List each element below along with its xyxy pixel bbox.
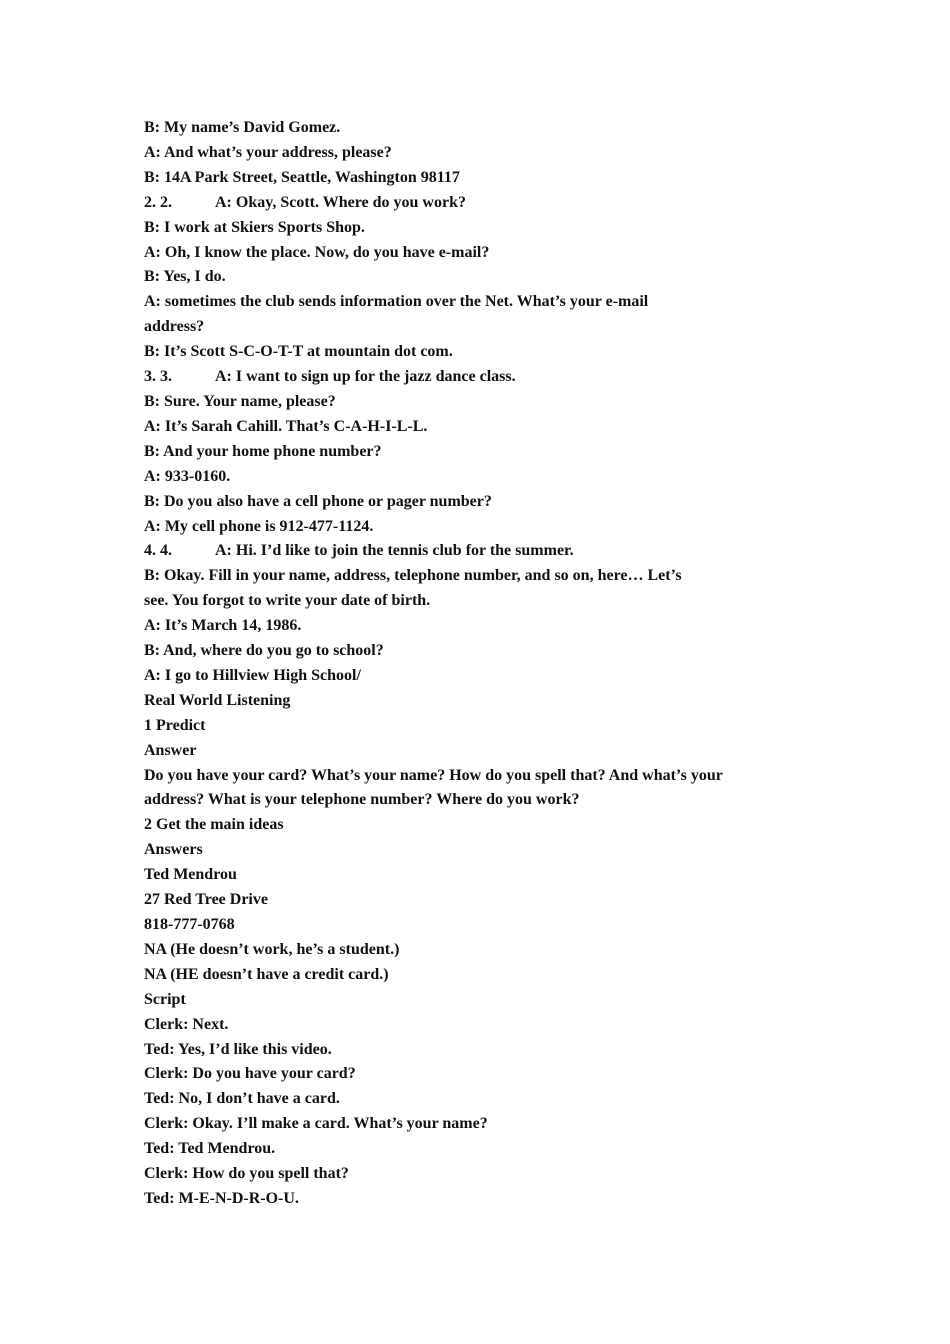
line-text: A: sometimes the club sends information over the Net. What’s your e-mail (144, 293, 649, 311)
text-line (144, 390, 784, 415)
text-line (144, 838, 784, 863)
line-text: Real World Listening (144, 691, 291, 709)
line-text: Clerk: Okay. I’ll make a card. What’s your name? (144, 1115, 488, 1133)
transcript-text (144, 116, 784, 1212)
text-line (144, 1087, 784, 1112)
text-line (144, 1162, 784, 1187)
line-text: B: I work at Skiers Sports Shop. (144, 218, 365, 236)
line-text: Ted: Yes, I’d like this video. (144, 1040, 332, 1058)
line-text: Answers (144, 841, 203, 859)
line-text: Ted: M-E-N-D-R-O-U. (144, 1189, 299, 1207)
item-number: 3. 3. (144, 368, 172, 386)
line-text: Clerk: How do you spell that? (144, 1165, 349, 1183)
text-line (144, 963, 784, 988)
text-line (144, 888, 784, 913)
text-line (144, 938, 784, 963)
line-text: 27 Red Tree Drive (144, 891, 268, 909)
text-line (144, 515, 784, 540)
line-text: 1 Predict (144, 716, 206, 734)
line-text: address? (144, 318, 205, 336)
text-line (144, 564, 784, 589)
line-text: A: Oh, I know the place. Now, do you have e-mail? (144, 243, 490, 261)
text-line (144, 166, 784, 191)
line-text: B: And your home phone number? (144, 442, 382, 460)
text-line (144, 764, 784, 789)
item-number: 4. 4. (144, 542, 172, 560)
text-line (144, 739, 784, 764)
text-line (144, 365, 784, 390)
text-line (144, 1038, 784, 1063)
text-line (144, 1062, 784, 1087)
text-line (144, 191, 784, 216)
text-line (144, 1013, 784, 1038)
text-line (144, 1112, 784, 1137)
line-text: 2 Get the main ideas (144, 816, 284, 834)
line-text: Answer (144, 741, 197, 759)
text-line (144, 539, 784, 564)
line-text: NA (HE doesn’t have a credit card.) (144, 965, 389, 983)
text-line (144, 664, 784, 689)
line-text: A: Hi. I’d like to join the tennis club for the summer. (215, 542, 574, 560)
text-line (144, 1187, 784, 1212)
text-line (144, 913, 784, 938)
text-line (144, 290, 784, 315)
line-text: B: Yes, I do. (144, 268, 226, 286)
line-text: B: It’s Scott S-C-O-T-T at mountain dot com. (144, 343, 453, 361)
line-text: see. You forgot to write your date of birth. (144, 592, 431, 610)
text-line (144, 863, 784, 888)
line-text: Script (144, 990, 186, 1008)
text-line (144, 241, 784, 266)
line-text: NA (He doesn’t work, he’s a student.) (144, 940, 400, 958)
line-text: A: My cell phone is 912-477-1124. (144, 517, 374, 535)
line-text: 818-777-0768 (144, 916, 235, 933)
text-line (144, 440, 784, 465)
item-number: 2. 2. (144, 193, 172, 211)
line-text: A: It’s Sarah Cahill. That’s C-A-H-I-L-L. (144, 417, 428, 435)
text-line (144, 315, 784, 340)
line-text: Ted Mendrou (144, 866, 237, 884)
line-text: B: And, where do you go to school? (144, 642, 384, 660)
text-line (144, 813, 784, 838)
line-text: A: I want to sign up for the jazz dance class. (215, 368, 516, 386)
text-line (144, 988, 784, 1013)
line-text: Do you have your card? What’s your name? How do you spell that? And what’s your (144, 766, 723, 784)
text-line (144, 340, 784, 365)
text-line (144, 589, 784, 614)
line-text: A: Okay, Scott. Where do you work? (215, 193, 466, 211)
line-text: B: Okay. Fill in your name, address, telephone number, and so on, here… Let’s (144, 567, 682, 585)
text-line (144, 116, 784, 141)
text-line (144, 490, 784, 515)
text-line (144, 639, 784, 664)
line-text: B: Do you also have a cell phone or pager number? (144, 492, 492, 510)
text-line (144, 1137, 784, 1162)
line-text: B: My name’s David Gomez. (144, 119, 341, 136)
line-text: A: I go to Hillview High School/ (144, 666, 361, 684)
text-line (144, 265, 784, 290)
line-text: Ted: Ted Mendrou. (144, 1140, 276, 1158)
line-text: B: 14A Park Street, Seattle, Washington 98117 (144, 168, 460, 186)
text-line (144, 788, 784, 813)
line-text: B: Sure. Your name, please? (144, 392, 336, 410)
text-line (144, 415, 784, 440)
text-line (144, 714, 784, 739)
text-line (144, 465, 784, 490)
text-line (144, 216, 784, 241)
line-text: Clerk: Do you have your card? (144, 1065, 356, 1083)
line-text: A: It’s March 14, 1986. (144, 617, 302, 635)
text-line (144, 141, 784, 166)
text-line (144, 689, 784, 714)
line-text: Clerk: Next. (144, 1015, 229, 1033)
line-text: Ted: No, I don’t have a card. (144, 1090, 340, 1108)
line-text: address? What is your telephone number? Where do you work? (144, 791, 580, 809)
line-text: A: 933-0160. (144, 467, 231, 485)
text-line (144, 614, 784, 639)
line-text: A: And what’s your address, please? (144, 143, 392, 161)
